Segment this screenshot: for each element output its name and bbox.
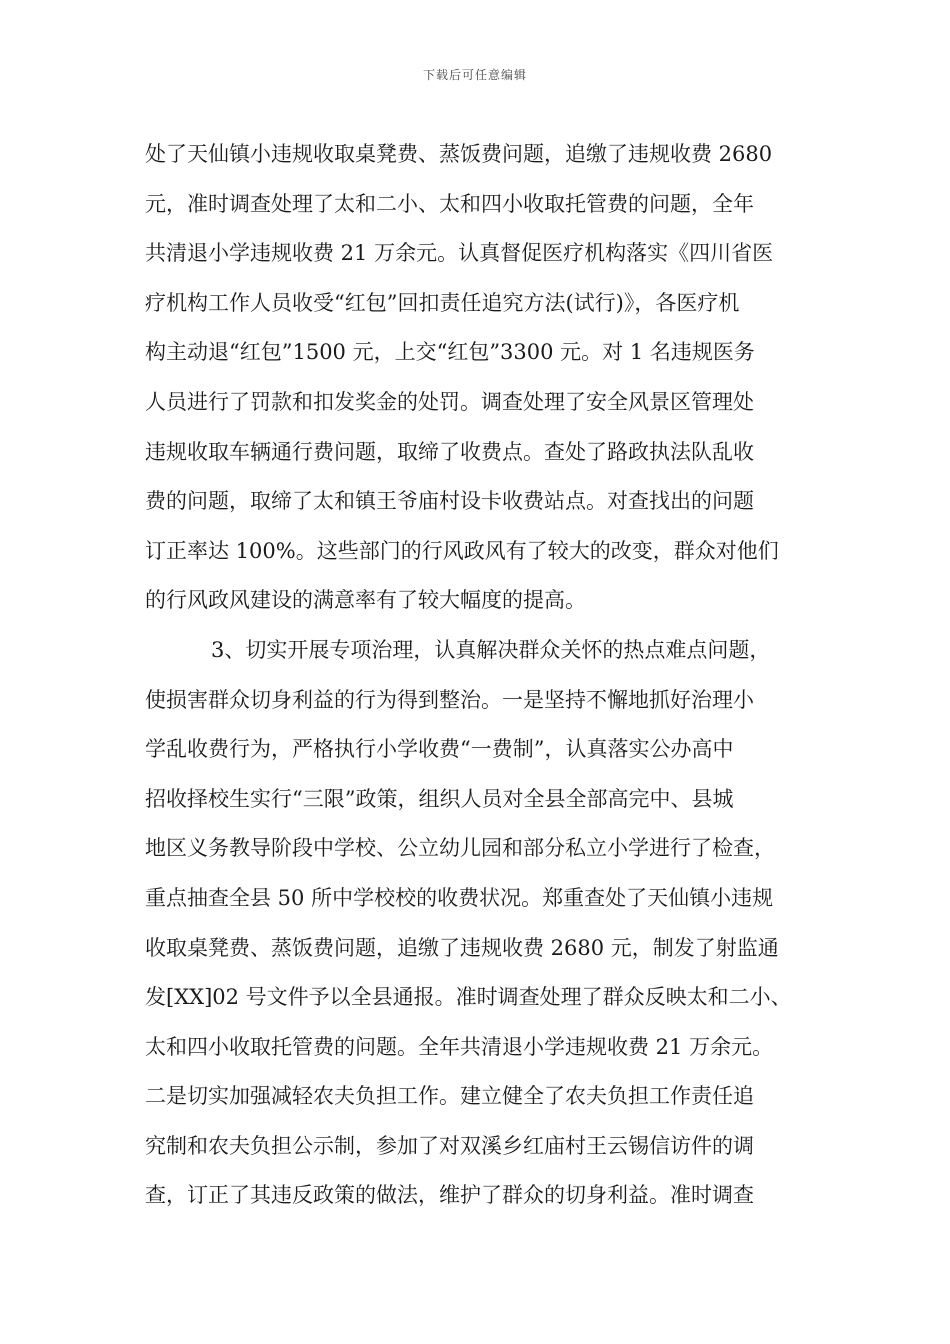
text-line: 地区义务教导阶段中学校、公立幼儿园和部分私立小学进行了检查， xyxy=(145,836,775,861)
text-line: 招收择校生实行“三限”政策，组织人员对全县全部高完中、县城 xyxy=(145,786,734,811)
text-line: 的行风政风建设的满意率有了较大幅度的提高。 xyxy=(145,588,586,613)
text-line: 重点抽查全县 50 所中学校校的收费状况。郑重查处了天仙镇小违规 xyxy=(145,885,774,910)
text-line: 人员进行了罚款和扣发奖金的处罚。调查处理了安全风景区管理处 xyxy=(145,389,754,414)
text-line: 究制和农夫负担公示制，参加了对双溪乡红庙村王云锡信访件的调 xyxy=(145,1133,754,1158)
document-body xyxy=(145,130,813,1221)
text-line: 太和四小收取托管费的问题。全年共清退小学违规收费 21 万余元。 xyxy=(145,1034,774,1059)
text-line: 处了天仙镇小违规收取桌凳费、蒸饭费问题，追缴了违规收费 2680 xyxy=(145,142,773,166)
paragraph-start-line: 3、切实开展专项治理，认真解决群众关怀的热点难点问题， xyxy=(211,637,771,662)
text-line: 构主动退“红包”1500 元，上交“红包”3300 元。对 1 名违规医务 xyxy=(145,340,755,365)
page-header: 下载后可任意编辑 xyxy=(422,68,527,82)
text-line: 学乱收费行为，严格执行小学收费“一费制”，认真落实公办高中 xyxy=(145,737,734,762)
text-line: 查，订正了其违反政策的做法，维护了群众的切身利益。准时调查 xyxy=(145,1183,754,1208)
text-line: 费的问题，取缔了太和镇王爷庙村设卡收费站点。对查找出的问题 xyxy=(145,489,754,514)
text-line: 元，准时调查处理了太和二小、太和四小收取托管费的问题，全年 xyxy=(145,191,754,216)
text-line: 收取桌凳费、蒸饭费问题，追缴了违规收费 2680 元，制发了射监通 xyxy=(145,935,779,960)
text-line: 发[XX]02 号文件予以全县通报。准时调查处理了群众反映太和二小、 xyxy=(145,985,792,1010)
text-line: 违规收取车辆通行费问题，取缔了收费点。查处了路政执法队乱收 xyxy=(145,439,754,464)
text-line: 订正率达 100%。这些部门的行风政风有了较大的改变，群众对他们 xyxy=(145,538,779,563)
text-line: 使损害群众切身利益的行为得到整治。一是坚持不懈地抓好治理小 xyxy=(145,687,754,712)
text-line: 疗机构工作人员收受“红包”回扣责任追究方法(试行)》，各医疗机 xyxy=(145,290,740,315)
text-line: 二是切实加强减轻农夫负担工作。建立健全了农夫负担工作责任追 xyxy=(145,1084,754,1109)
text-line: 共清退小学违规收费 21 万余元。认真督促医疗机构落实《四川省医 xyxy=(145,241,774,266)
